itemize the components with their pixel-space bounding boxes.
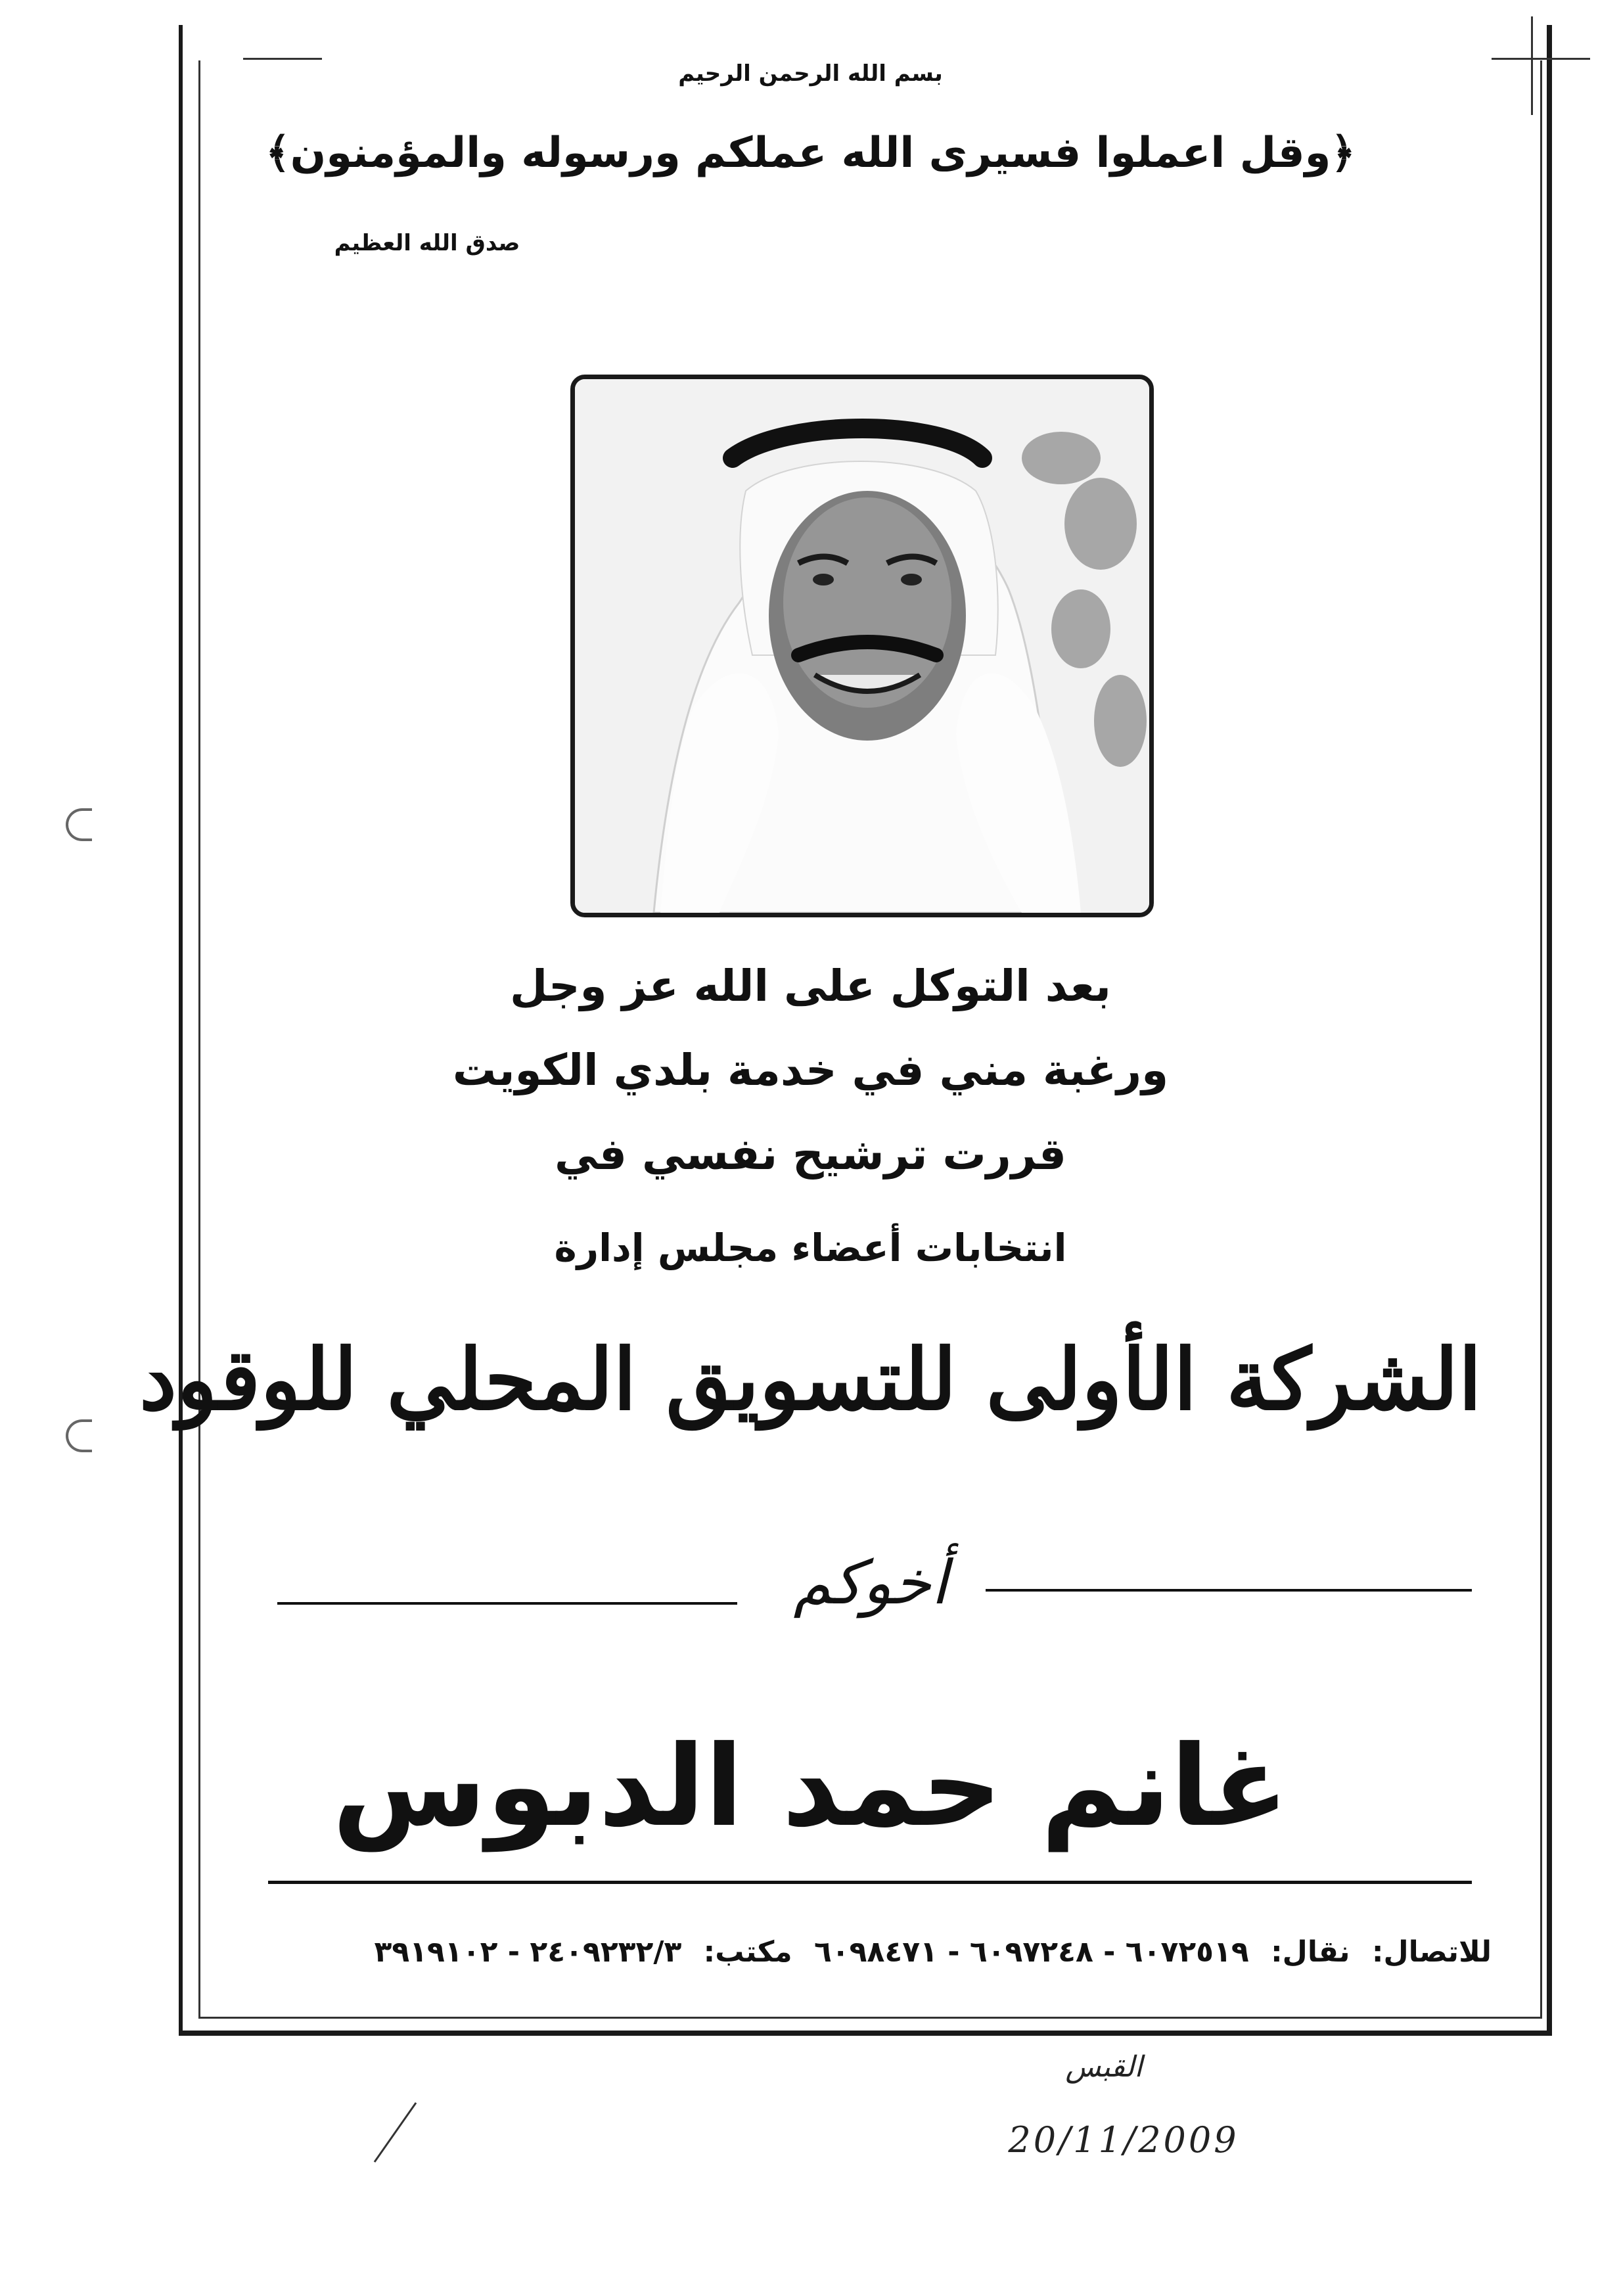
statement-line: قررت ترشيح نفسي في (555, 1129, 1066, 1180)
candidate-photo (570, 375, 1154, 917)
signoff-brothers: أخوكم (793, 1548, 948, 1618)
pen-stroke (374, 2102, 417, 2163)
basmala: بسم الله الرحمن الرحيم (678, 60, 943, 87)
newspaper-stamp-name: القبس (1065, 2050, 1143, 2084)
office-label: مكتب: (703, 1935, 792, 1969)
mobile-numbers: ٦٠٧٢٥١٩ - ٦٠٩٧٢٤٨ - ٦٠٩٨٤٧١ (813, 1935, 1249, 1969)
candidate-name: غانم حمد الدبوس (332, 1722, 1289, 1852)
quran-verse: ﴿وقل اعملوا فسيرى الله عملكم ورسوله والمؤمنون﴾ (265, 129, 1356, 177)
contact-info (276, 1935, 1492, 1969)
office-numbers: ٢٤٠٩٢٣٢/٣ - ٣٩١٩١٠٢ (374, 1935, 682, 1969)
divider-line (277, 1602, 737, 1605)
contact-label: للاتصال: (1371, 1935, 1492, 1969)
divider-line (986, 1589, 1472, 1592)
statement-line: ورغبة مني في خدمة بلدي الكويت (452, 1045, 1169, 1095)
statement-line: انتخابات أعضاء مجلس إدارة (554, 1226, 1067, 1270)
corner-mark (1492, 58, 1590, 60)
verse-attribution: صدق الله العظيم (334, 230, 520, 256)
corner-mark (243, 58, 322, 60)
mobile-label: نقال: (1271, 1935, 1350, 1969)
statement-line: بعد التوكل على الله عز وجل (510, 961, 1111, 1011)
company-name: الشركة الأولى للتسويق المحلي للوقود (139, 1331, 1482, 1429)
candidate-portrait-image (575, 379, 1149, 913)
punch-hole (66, 808, 92, 841)
stamp-date: 20/11/2009 (1008, 2119, 1239, 2161)
divider-line (268, 1881, 1472, 1884)
